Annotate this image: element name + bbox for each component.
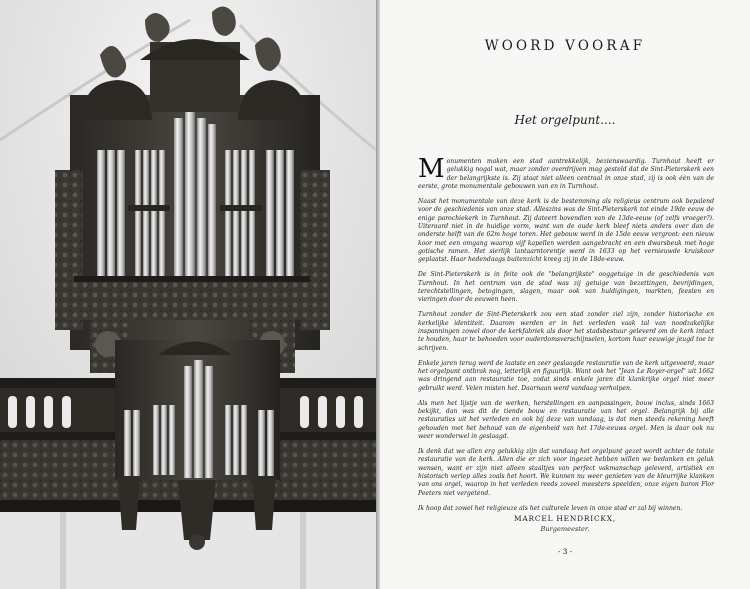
paragraph-text: onumenten maken een stad aantrekkelijk, bezienswaardig. Turnhout heeft er gelukkig nogal wat, maar zonder overdrijven mag gesteld dat de Sint-Pieterskerk een der belangrijkste is. Zij staat niet alleen centraal in onze stad, zij is ook één van de eerste, grote monumentale gebouwen van en in Turnhout.: [418, 158, 714, 191]
foreword-body: [418, 154, 714, 519]
paragraph-8: Ik hoop dat zowel het religieuze als het culturele leven in onze stad er zal bij winnen.: [418, 504, 683, 512]
signature-name: MARCEL HENDRICKX,: [514, 514, 616, 523]
paragraph-1: [418, 154, 714, 191]
paragraph-5: Enkele jaren terug werd de laatste en zeer geslaagde restauratie van de kerk uitgevoerd, maar het orgelpunt ontbrak nog, letterlijk en figuurlijk. Want ook het "Jean Le Royer-orgel" uit 1662 was dringend aan restauratie toe, zodat sinds enkele jaren dit klankrijke orgel niet meer gebruikt werd. Velen misten het. Daarnaan werd vandaag verholpen.: [418, 359, 714, 392]
paragraph-2: Naast het monumentale van deze kerk is de bestemming als religieus centrum ook bepalend voor de geschiedenis van onze stad. Alleszins was de Sint-Pieterskerk tot einde 19de eeuw de enige parochiekerk in Turnhout. Zij dateert bovendien van de 13de-eeuw (of zelfs vroeger?). Uiteraard niet in de huidige vorm, want van de oude kerk bleef niets anders over dan de onderste helft van de 62m hoge toren. Het gebouw werd in de 15de eeuw vergroot: een nieuw koor met een omgang waarop vijf kapellen werden aangebracht en een dwarsbeuk met hoge gotische ramen. Het sierlijk lantaarntorentje werd in 1633 op het vernieuwde kruiskoor geplaatst. Haar hedendaags buitenzicht kreeg zij in de 18de-eeuw.: [418, 197, 714, 264]
dropcap: M: [418, 154, 445, 184]
right-page: [380, 0, 750, 589]
page-number: - 3 -: [557, 547, 573, 556]
paragraph-6: Als men het lijstje van de werken, herstellingen en aanpassingen, bouw inclus, sinds 1663 bekijkt, dan was dit de tiende bouw en restauratie van het orgel. Belangrijk bij alle restauraties uit het verleden en ook bij deze van vandaag, is dat men steeds rekening heeft gehouden met het behoud van de eigenheid van het 17de-eeuws orgel. Men is daar ook nu weer wonderwel in geslaagd.: [418, 399, 714, 440]
signature-role: Burgemeester.: [540, 525, 590, 533]
page-subtitle: Het orgelpunt....: [514, 113, 616, 127]
paragraph-4: Turnhout zonder de Sint-Pieterskerk zou een stad zonder ziel zijn, zonder historische en kerkelijke identiteit. Daarom werden er in het verleden vaak tal van noodzakelijke inspanningen zowel door de kerkfabriek als door het stadsbestuur geleverd om de kerk intact te houden, haar te behoeden voor ouderdomsverschijnselen, kortom haar eeuwige jeugd toe te schrijven.: [418, 311, 714, 352]
paragraph-7: Ik denk dat we allen erg gelukkig zijn dat vandaag het orgelpunt gezet wordt achter de totale restauratie van de kerk. Allen die er zich voor ingezet hebben willen we bedanken en geluk wensen, want er zijn niet alleen staaltjes van perfect vakmanschap geleverd, artistiek en historisch verlep alles zoals het hoort. We kunnen nu weer genieten van de kleurrijke klanken van ons orgel, waarop in het verleden reeds zoveel meesters speelden, onze eigen baron Flor Peeters niet vergetend.: [418, 447, 714, 497]
paragraph-3: De Sint-Pieterskerk is in feite ook de "belangrijkste" ooggetuige in de geschiedenis van Turnhout. In het centrum van de stad was zij getuige van bezettingen, bevrijdingen, terechtstellingen, betogingen, slagen, maar ook van huldigingen, markten, feesten en vieringen door de eeuwen heen.: [418, 271, 714, 304]
page-heading: WOORD VOORAF: [484, 38, 646, 54]
